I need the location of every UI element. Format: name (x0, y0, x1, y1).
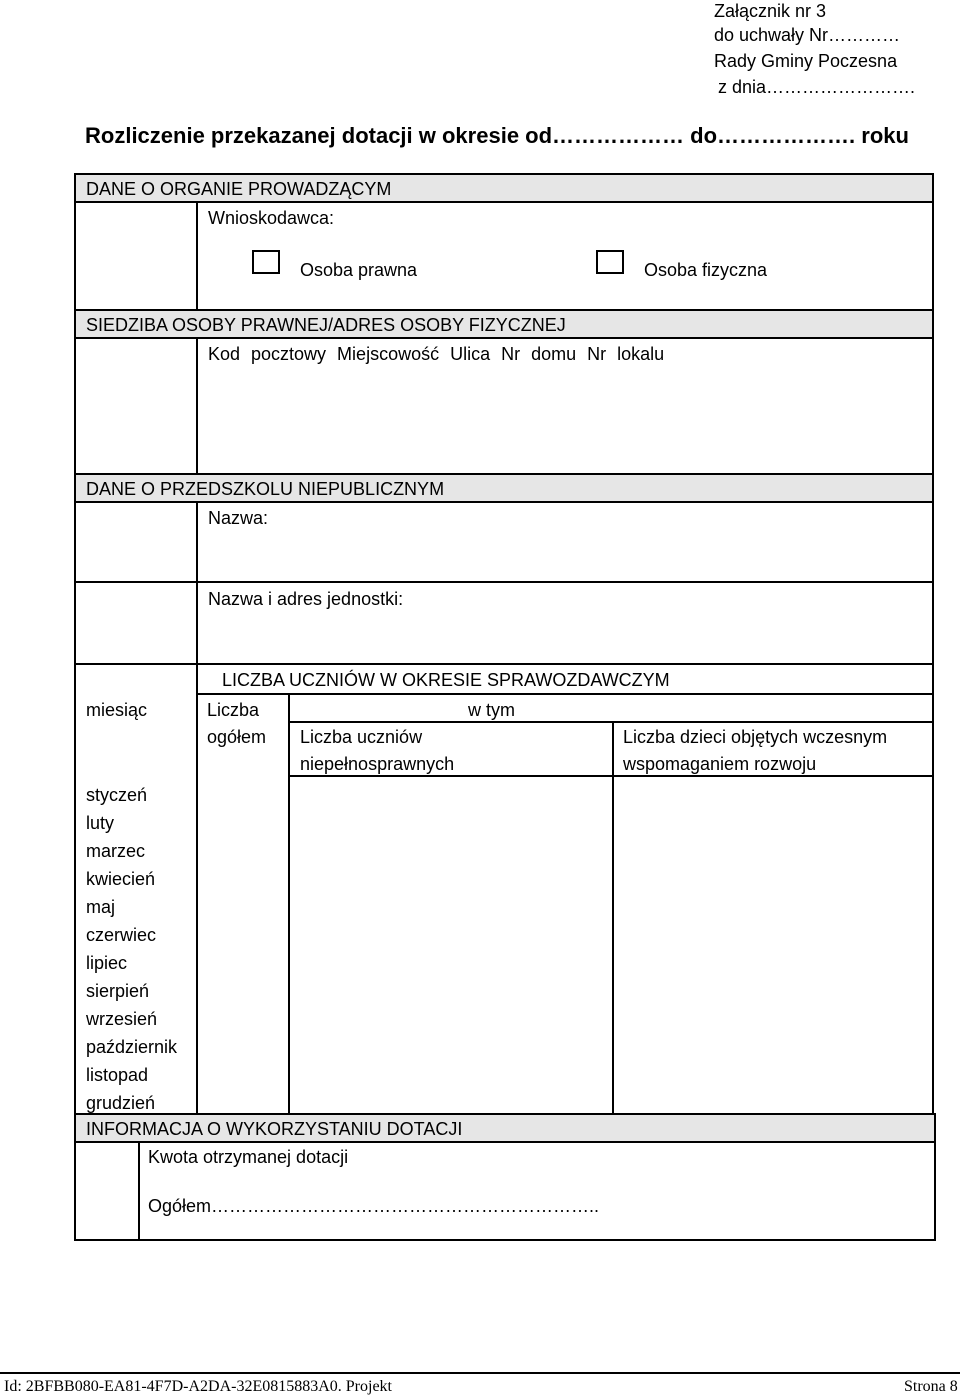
preschool-heading-bar (74, 473, 934, 503)
address-heading-bar (74, 309, 934, 339)
preschool-name-row (74, 503, 934, 583)
address-heading: SIEDZIBA OSOBY PRAWNEJ/ADRES OSOBY FIZYCZNEJ (86, 315, 566, 335)
month-row: maj (86, 897, 116, 917)
legal-person-checkbox[interactable] (252, 250, 280, 274)
organ-heading-bar (74, 173, 934, 203)
grant-body (74, 1143, 936, 1241)
page-number: Strona 8 (904, 1378, 958, 1395)
students-heading-cell (196, 665, 934, 695)
students-heading: LICZBA UCZNIÓW W OKRESIE SPRAWOZDAWCZYM (222, 670, 670, 690)
resolution-date: z dnia……………………. (718, 77, 916, 97)
disabled-column-header-1: Liczba uczniów (300, 727, 423, 747)
subheader-underline (288, 775, 934, 777)
month-row: grudzień (86, 1093, 156, 1113)
grant-divider (138, 1143, 140, 1239)
preschool-heading: DANE O PRZEDSZKOLU NIEPUBLICZNYM (86, 479, 445, 499)
month-row: czerwiec (86, 925, 157, 945)
preschool-name-label: Nazwa: (208, 508, 269, 528)
document-id: Id: 2BFBB080-EA81-4F7D-A2DA-32E0815883A0. Projekt (4, 1378, 392, 1395)
applicant-label: Wnioskodawca: (208, 208, 335, 228)
total-amount-field[interactable]: Ogółem……………………………………………………….. (148, 1196, 600, 1216)
natural-person-checkbox[interactable] (596, 250, 624, 274)
month-row: luty (86, 813, 115, 833)
legal-person-label: Osoba prawna (300, 260, 418, 280)
disabled-column-header-2: niepełnosprawnych (300, 754, 455, 774)
month-row: styczeń (86, 785, 148, 805)
natural-person-label: Osoba fizyczna (644, 260, 768, 280)
resolution-number: do uchwały Nr………… (714, 25, 901, 45)
grant-heading-bar (74, 1113, 936, 1143)
month-row: październik (86, 1037, 178, 1057)
council-name: Rady Gminy Poczesna (714, 51, 898, 71)
preschool-unit-row[interactable] (74, 583, 934, 665)
preschool-unit-label: Nazwa i adres jednostki: (208, 589, 404, 609)
month-row: lipiec (86, 953, 128, 973)
received-amount-label: Kwota otrzymanej dotacji (148, 1147, 349, 1167)
month-list (86, 781, 177, 1117)
total-column-header-2: ogółem (207, 727, 267, 747)
total-column-header-1: Liczba (207, 700, 260, 720)
organ-heading: DANE O ORGANIE PROWADZĄCYM (86, 179, 392, 199)
students-table (74, 665, 934, 1115)
address-left-border (74, 339, 76, 473)
page-title: Rozliczenie przekazanej dotacji w okresie od……………… do………………. roku (85, 123, 909, 148)
organ-left-border (74, 203, 76, 309)
month-col-divider (196, 695, 198, 1115)
month-row: marzec (86, 841, 146, 861)
preschool-divider (196, 503, 198, 581)
address-body[interactable] (196, 339, 934, 473)
including-underline (288, 721, 934, 723)
early-support-column-header-1: Liczba dzieci objętych wczesnym (623, 727, 888, 747)
month-column-header: miesiąc (86, 700, 148, 720)
unit-divider (196, 583, 198, 663)
footer-rule (0, 1372, 960, 1374)
annex-number: Załącznik nr 3 (714, 1, 827, 21)
address-fields: Kod pocztowy Miejscowość Ulica Nr domu Nr lokalu (208, 344, 665, 364)
month-row: kwiecień (86, 869, 156, 889)
organ-body (196, 203, 934, 309)
month-row: sierpień (86, 981, 150, 1001)
month-row: wrzesień (86, 1009, 158, 1029)
total-col-divider (288, 695, 290, 1115)
including-header: w tym (468, 700, 515, 720)
early-support-column-header-2: wspomaganiem rozwoju (623, 754, 817, 774)
grant-heading: INFORMACJA O WYKORZYSTANIU DOTACJI (86, 1119, 463, 1139)
sub-col-divider (612, 723, 614, 1115)
month-row: listopad (86, 1065, 149, 1085)
